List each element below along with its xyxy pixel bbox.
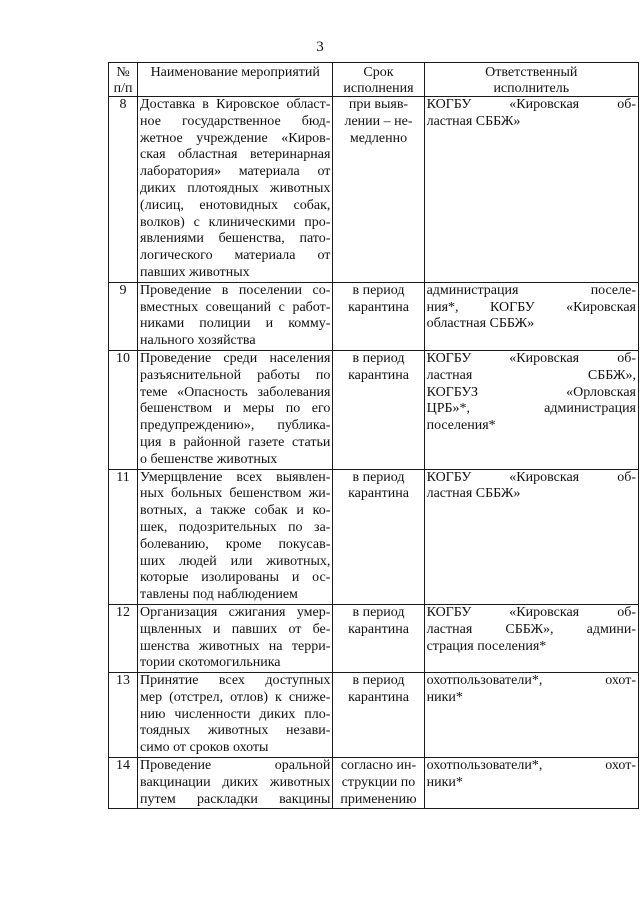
measure-name-line: шенства животных на терри-: [140, 638, 331, 654]
row-number-cell: [109, 282, 138, 350]
page-number: 3: [316, 39, 324, 55]
responsible-line: КОГБУ «Кировская об-: [426, 350, 636, 366]
row-number-cell: [109, 604, 138, 672]
measure-name-line: разъяснительной работы по: [140, 367, 331, 383]
header-term-line: исполнения: [343, 80, 414, 96]
measure-name-line: Проведение среди населения: [140, 350, 331, 366]
responsible-cell: [424, 673, 638, 758]
measure-name-line: мер (отстрел, отлов) к сниже-: [140, 689, 331, 705]
table-row: [109, 758, 639, 809]
responsible-line: областная СББЖ»: [426, 316, 535, 332]
measure-name-cell: [138, 673, 333, 758]
measure-name-line: симо от сроков охоты: [140, 740, 269, 756]
measure-name-line: предупреждению», публика-: [140, 418, 331, 434]
measure-name-cell: [138, 282, 333, 350]
measure-name-line: павших животных: [140, 264, 250, 280]
deadline-line: медленно: [349, 130, 408, 146]
measure-name-line: никами полиции и комму-: [140, 316, 331, 332]
measure-name-line: теме «Опасность заболевания: [140, 384, 331, 400]
deadline-cell: [333, 97, 424, 283]
header-responsible: [424, 63, 638, 97]
table-body: [109, 97, 639, 809]
measure-name-line: вотных, а также собак и ко-: [140, 503, 331, 519]
measure-name-line: логического материала от: [140, 248, 331, 264]
measure-name-line: Проведение оральной: [140, 758, 331, 774]
measure-name-line: ших людей или животных,: [140, 553, 331, 569]
table-row: [109, 604, 639, 672]
deadline-cell: [333, 673, 424, 758]
row-number-cell: [109, 758, 138, 809]
measure-name-line: Принятие всех доступных: [140, 673, 331, 689]
table-row: [109, 673, 639, 758]
measure-name-cell: [138, 469, 333, 604]
deadline-line: лении – не-: [344, 113, 413, 129]
deadline-cell: [333, 282, 424, 350]
header-term-line: Срок: [363, 65, 394, 80]
responsible-cell: [424, 282, 638, 350]
deadline-cell: [333, 469, 424, 604]
responsible-line: КОГБУ «Кировская об-: [426, 469, 636, 485]
table-header-row: [109, 63, 639, 97]
deadline-cell: [333, 350, 424, 469]
deadline-line: в период: [352, 469, 405, 485]
deadline-line: карантина: [348, 689, 409, 705]
row-number-cell: [109, 97, 138, 283]
row-number-cell: [109, 469, 138, 604]
row-number: 12: [116, 604, 131, 620]
measure-name-line: болеванию, кроме покусав-: [140, 536, 331, 552]
measure-name-line: Проведение в поселении со-: [140, 282, 331, 298]
responsible-line: ния*, КОГБУ «Кировская: [426, 299, 636, 315]
measure-name-line: ция в районной газете статьи: [140, 434, 331, 450]
responsible-line: ники*: [426, 774, 463, 790]
deadline-line: карантина: [348, 367, 409, 383]
measure-name-cell: [138, 97, 333, 283]
deadline-line: карантина: [348, 486, 409, 502]
measure-name-line: тории скотомогильника: [140, 655, 281, 671]
row-number: 10: [116, 350, 131, 366]
row-number: 9: [119, 282, 127, 298]
measure-name-cell: [138, 604, 333, 672]
measures-table: [108, 62, 639, 809]
deadline-line: применению: [340, 791, 417, 807]
measure-name-line: щвленных и павших от бе-: [140, 621, 331, 637]
responsible-cell: [424, 604, 638, 672]
responsible-line: КОГБУ «Кировская об-: [426, 97, 636, 112]
measure-name-line: жетное учреждение «Киров-: [140, 130, 331, 146]
table-row: [109, 469, 639, 604]
responsible-line: администрация поселе-: [426, 282, 636, 298]
measure-name-line: Умерщвление всех выявлен-: [140, 469, 331, 485]
responsible-cell: [424, 97, 638, 283]
measure-name-line: шек, подозрительных по за-: [140, 519, 331, 535]
header-number-line: №: [116, 65, 130, 80]
responsible-cell: [424, 758, 638, 809]
row-number-cell: [109, 350, 138, 469]
measure-name-line: нию численности диких пло-: [140, 706, 331, 722]
responsible-line: КОГБУ «Кировская об-: [426, 604, 636, 620]
measure-name-cell: [138, 758, 333, 809]
measure-name-line: бешенством и меры по его: [140, 401, 331, 417]
row-number: 14: [116, 758, 131, 774]
measure-name-line: вакцинации диких животных: [140, 774, 331, 790]
responsible-line: страция поселения*: [426, 638, 547, 654]
row-number: 13: [116, 673, 131, 689]
responsible-cell: [424, 350, 638, 469]
responsible-line: ластная СББЖ»,: [426, 367, 636, 383]
deadline-line: в период: [352, 604, 405, 620]
measure-name-line: волков) с клиническими про-: [140, 214, 331, 230]
deadline-line: в период: [352, 282, 405, 298]
responsible-line: ЦРБ»*, администрация: [426, 401, 636, 417]
header-responsible-line: Ответственный: [485, 65, 578, 80]
measure-name-line: Доставка в Кировское област-: [140, 97, 331, 112]
row-number: 11: [116, 469, 130, 485]
deadline-line: карантина: [348, 299, 409, 315]
responsible-line: ластная СББЖ»: [426, 486, 521, 502]
deadline-line: в период: [352, 673, 405, 689]
measure-name-line: тавлены под наблюдением: [140, 587, 298, 603]
responsible-line: поселения*: [426, 418, 496, 434]
measure-name-line: ская областная ветеринарная: [140, 147, 331, 163]
responsible-line: ники*: [426, 689, 463, 705]
measure-name-line: которые изолированы и ос-: [140, 570, 331, 586]
header-responsible-line: исполнитель: [493, 80, 570, 96]
deadline-line: при выяв-: [348, 97, 409, 112]
responsible-line: ластная СББЖ»: [426, 113, 521, 129]
measure-name-line: нального хозяйства: [140, 333, 256, 349]
responsible-line: охотпользователи*, охот-: [426, 758, 636, 774]
measure-name-line: лаборатория» материала от: [140, 164, 331, 180]
responsible-line: КОГБУЗ «Орловская: [426, 384, 636, 400]
header-name: [138, 63, 333, 97]
measure-name-line: вместных совещаний с работ-: [140, 299, 331, 315]
responsible-line: охотпользователи*, охот-: [426, 673, 636, 689]
row-number-cell: [109, 673, 138, 758]
measure-name-line: тоядных животных незави-: [140, 723, 331, 739]
deadline-line: согласно ин-: [340, 758, 417, 774]
deadline-cell: [333, 604, 424, 672]
header-number: [109, 63, 138, 97]
deadline-line: струкции по: [341, 774, 416, 790]
measure-name-line: ное государственное бюд-: [140, 113, 331, 129]
deadline-cell: [333, 758, 424, 809]
measure-name-cell: [138, 350, 333, 469]
responsible-line: ластная СББЖ», админи-: [426, 621, 636, 637]
responsible-cell: [424, 469, 638, 604]
measure-name-line: Организация сжигания умер-: [140, 604, 331, 620]
header-term: [333, 63, 424, 97]
header-name-text: Наименование мероприятий: [150, 65, 320, 80]
table-row: [109, 97, 639, 283]
deadline-line: в период: [352, 350, 405, 366]
table-row: [109, 282, 639, 350]
table-row: [109, 350, 639, 469]
measure-name-line: путем раскладки вакцины: [140, 791, 331, 807]
deadline-line: карантина: [348, 621, 409, 637]
measure-name-line: диких плотоядных животных: [140, 180, 331, 196]
measure-name-line: (лисиц, енотовидных собак,: [140, 197, 331, 213]
measure-name-line: ных больных бешенством жи-: [140, 486, 331, 502]
row-number: 8: [119, 97, 127, 112]
header-number-line: п/п: [113, 80, 133, 96]
measure-name-line: о бешенстве животных: [140, 451, 278, 467]
measure-name-line: явлениями бешенства, пато-: [140, 231, 331, 247]
